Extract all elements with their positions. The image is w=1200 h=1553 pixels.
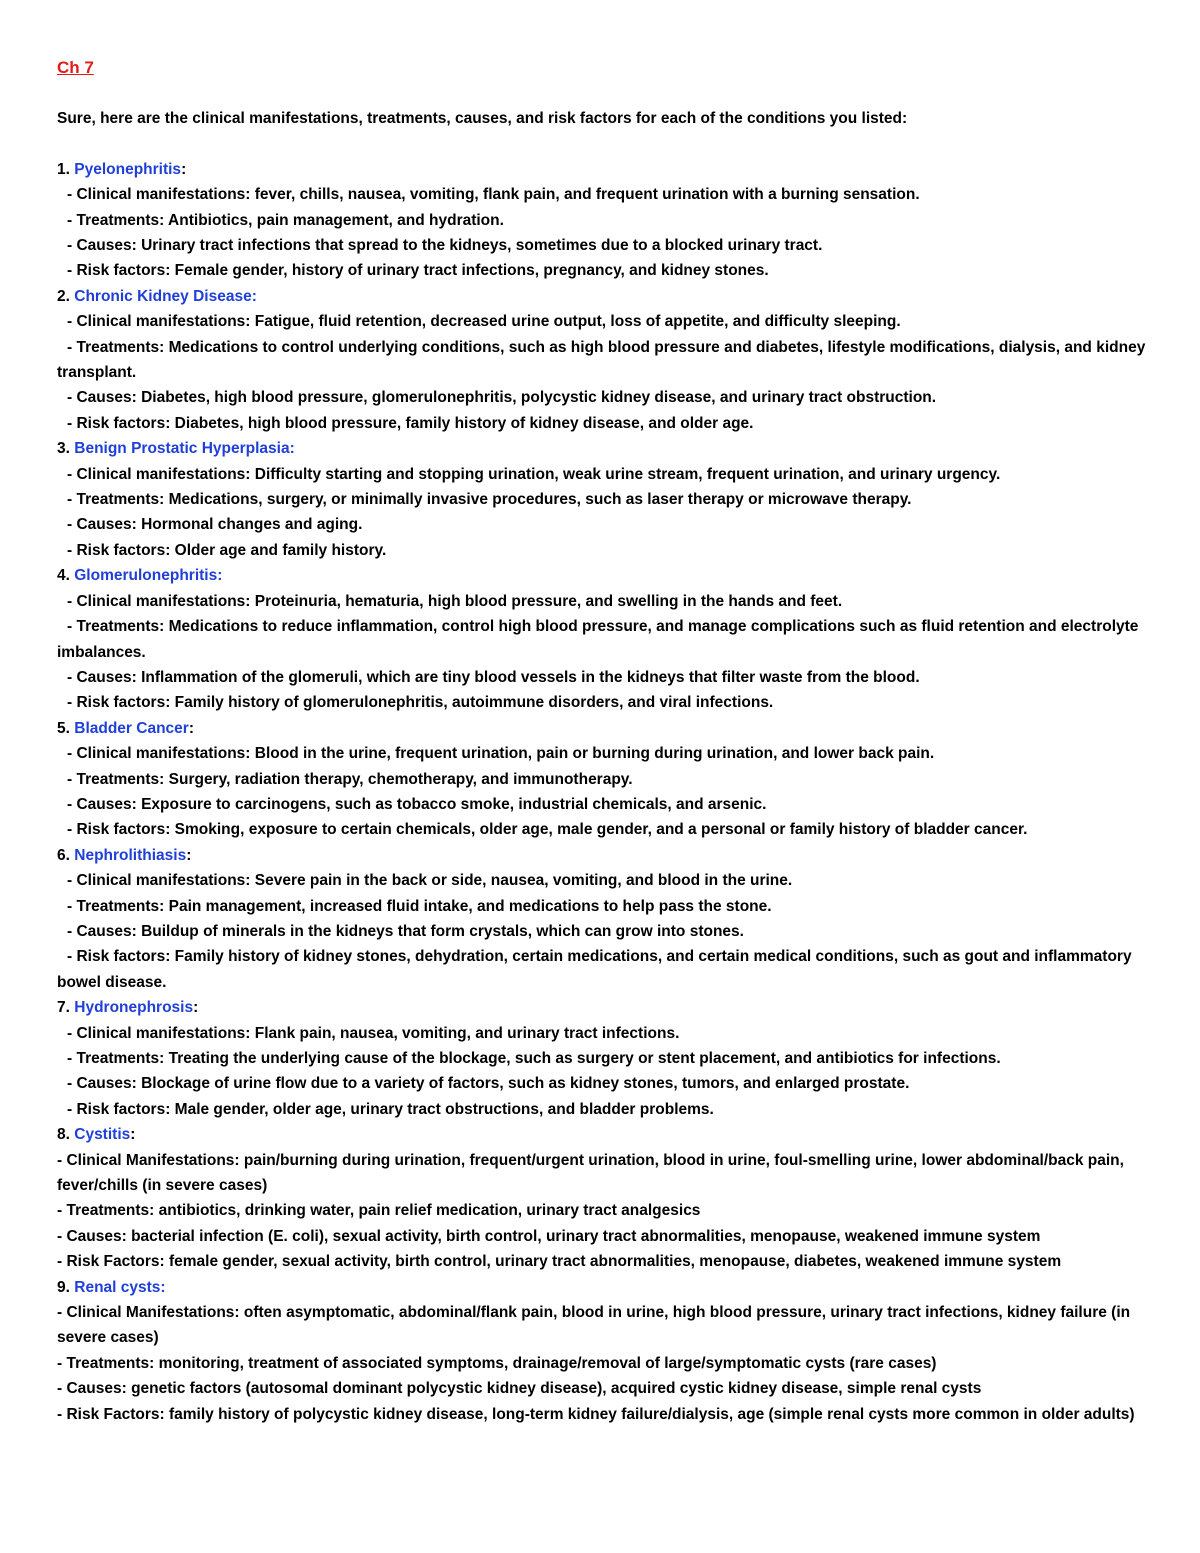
condition-detail: - Clinical manifestations: Severe pain in the back or side, nausea, vomiting, and blood in the urine. <box>67 872 793 890</box>
page-title: Ch 7 <box>57 58 94 77</box>
condition-detail: - Causes: Exposure to carcinogens, such as tobacco smoke, industrial chemicals, and arsenic. <box>67 795 767 813</box>
condition-heading <box>57 995 1147 1020</box>
condition-number: 8. <box>57 1126 70 1144</box>
condition-detail: - Risk factors: Male gender, older age, urinary tract obstructions, and bladder problems. <box>67 1100 714 1118</box>
condition-heading <box>57 436 1147 461</box>
condition-detail: - Treatments: Medications, surgery, or minimally invasive procedures, such as laser therapy or microwave therapy. <box>67 491 912 509</box>
condition-colon: : <box>181 160 187 178</box>
condition-detail: - Clinical manifestations: Proteinuria, hematuria, high blood pressure, and swelling in the hands and feet. <box>67 592 843 610</box>
condition-detail: - Risk Factors: family history of polycystic kidney disease, long-term kidney failure/dialysis, age (simple renal cysts more common in older adults) <box>57 1405 1135 1423</box>
condition-detail: - Clinical Manifestations: often asymptomatic, abdominal/flank pain, blood in urine, high blood pressure, urinary tract infections, kidney failure (in severe cases) <box>57 1304 1131 1347</box>
intro-paragraph: Sure, here are the clinical manifestations, treatments, causes, and risk factors for each of the conditions you listed: <box>57 110 908 127</box>
condition-detail: - Causes: Inflammation of the glomeruli, which are tiny blood vessels in the kidneys that filter waste from the blood. <box>67 668 920 686</box>
condition-colon: : <box>193 999 199 1017</box>
condition-detail: - Risk factors: Family history of kidney stones, dehydration, certain medications, and certain medical conditions, such as gout and inflammatory bowel disease. <box>57 948 1132 991</box>
condition-heading <box>57 284 1147 309</box>
condition-number: 2. <box>57 287 70 305</box>
condition-number: 7. <box>57 999 70 1017</box>
condition-detail: - Causes: Urinary tract infections that spread to the kidneys, sometimes due to a blocked urinary tract. <box>67 237 823 255</box>
condition-detail: - Treatments: Antibiotics, pain management, and hydration. <box>67 211 504 229</box>
condition-detail: - Risk factors: Female gender, history of urinary tract infections, pregnancy, and kidney stones. <box>67 262 769 280</box>
condition-detail: - Risk Factors: female gender, sexual activity, birth control, urinary tract abnormalities, menopause, diabetes, weakened immune system <box>57 1253 1062 1271</box>
condition-number: 6. <box>57 846 70 864</box>
condition-heading <box>57 563 1147 588</box>
condition-number: 5. <box>57 719 70 737</box>
condition-detail: - Treatments: Medications to reduce inflammation, control high blood pressure, and manage complications such as fluid retention and electrolyte imbalances. <box>57 618 1139 661</box>
condition-detail: - Treatments: antibiotics, drinking water, pain relief medication, urinary tract analgesics <box>57 1202 701 1220</box>
condition-detail: - Risk factors: Smoking, exposure to certain chemicals, older age, male gender, and a personal or family history of bladder cancer. <box>67 821 1028 839</box>
condition-detail: - Treatments: Treating the underlying cause of the blockage, such as surgery or stent placement, and antibiotics for infections. <box>67 1050 1001 1068</box>
condition-number: 4. <box>57 567 70 585</box>
condition-name: Cystitis <box>74 1126 131 1144</box>
condition-detail: - Clinical Manifestations: pain/burning during urination, frequent/urgent urination, blood in urine, foul-smelling urine, lower abdominal/back pain, fever/chills (in severe cases) <box>57 1151 1124 1195</box>
condition-heading <box>57 1275 1147 1300</box>
condition-colon: : <box>186 846 192 864</box>
condition-name: Glomerulonephritis: <box>74 567 223 585</box>
condition-number: 3. <box>57 440 70 458</box>
condition-detail: - Treatments: Medications to control underlying conditions, such as high blood pressure and diabetes, lifestyle modifications, dialysis, and kidney transplant. <box>57 338 1146 382</box>
condition-number: 9. <box>57 1278 70 1296</box>
condition-detail: - Treatments: Surgery, radiation therapy, chemotherapy, and immunotherapy. <box>67 770 633 788</box>
conditions-list <box>57 157 1147 1427</box>
condition-heading <box>57 843 1147 868</box>
condition-detail: - Causes: Buildup of minerals in the kidneys that form crystals, which can grow into stones. <box>67 922 744 940</box>
condition-detail: - Risk factors: Family history of glomerulonephritis, autoimmune disorders, and viral infections. <box>67 694 774 712</box>
condition-detail: - Clinical manifestations: Fatigue, fluid retention, decreased urine output, loss of appetite, and difficulty sleeping. <box>67 313 901 331</box>
condition-detail: - Clinical manifestations: Blood in the urine, frequent urination, pain or burning during urination, and lower back pain. <box>67 745 935 763</box>
condition-colon: : <box>130 1126 136 1144</box>
condition-name: Bladder Cancer <box>74 719 189 737</box>
condition-heading <box>57 1122 1147 1147</box>
condition-name: Pyelonephritis <box>74 160 182 178</box>
condition-detail: - Treatments: Pain management, increased fluid intake, and medications to help pass the stone. <box>67 897 772 915</box>
condition-detail: - Treatments: monitoring, treatment of associated symptoms, drainage/removal of large/symptomatic cysts (rare cases) <box>57 1354 937 1372</box>
condition-heading <box>57 716 1147 741</box>
condition-name: Nephrolithiasis <box>74 846 187 864</box>
condition-name: Renal cysts: <box>74 1278 166 1296</box>
condition-detail: - Clinical manifestations: Flank pain, nausea, vomiting, and urinary tract infections. <box>67 1024 680 1042</box>
condition-detail: - Clinical manifestations: fever, chills, nausea, vomiting, flank pain, and frequent urination with a burning sensation. <box>67 186 920 204</box>
condition-detail: - Causes: genetic factors (autosomal dominant polycystic kidney disease), acquired cystic kidney disease, simple renal cysts <box>57 1380 982 1398</box>
condition-detail: - Causes: Diabetes, high blood pressure, glomerulonephritis, polycystic kidney disease, and urinary tract obstruction. <box>67 389 937 407</box>
document-page <box>57 55 1147 1427</box>
condition-colon: : <box>188 719 194 737</box>
condition-detail: - Risk factors: Older age and family history. <box>67 541 387 559</box>
condition-number: 1. <box>57 160 70 178</box>
condition-detail: - Clinical manifestations: Difficulty starting and stopping urination, weak urine stream, frequent urination, and urinary urgency. <box>67 465 1001 483</box>
condition-name: Hydronephrosis <box>74 999 194 1017</box>
condition-name: Benign Prostatic Hyperplasia: <box>74 440 295 458</box>
condition-heading <box>57 157 1147 182</box>
condition-detail: - Causes: Blockage of urine flow due to a variety of factors, such as kidney stones, tumors, and enlarged prostate. <box>67 1075 910 1093</box>
condition-detail: - Causes: bacterial infection (E. coli), sexual activity, birth control, urinary tract abnormalities, menopause, weakened immune system <box>57 1227 1041 1245</box>
condition-detail: - Risk factors: Diabetes, high blood pressure, family history of kidney disease, and older age. <box>67 414 754 432</box>
condition-detail: - Causes: Hormonal changes and aging. <box>67 516 363 534</box>
condition-name: Chronic Kidney Disease: <box>74 287 257 305</box>
